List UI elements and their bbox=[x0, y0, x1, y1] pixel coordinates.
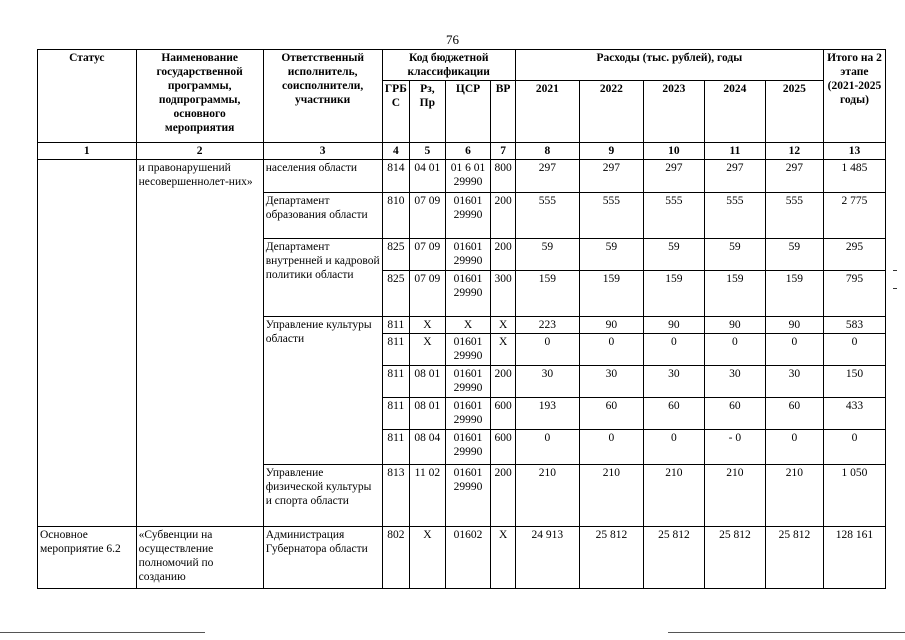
vr-cell: X bbox=[491, 527, 515, 589]
value-2025: 0 bbox=[765, 430, 823, 465]
grbs-cell: 813 bbox=[382, 465, 409, 527]
grbs-cell: 811 bbox=[382, 334, 409, 366]
rzpr-cell: X bbox=[410, 527, 446, 589]
col-number: 2 bbox=[136, 143, 263, 160]
value-2021: 159 bbox=[515, 271, 579, 317]
header-2023: 2023 bbox=[643, 81, 704, 143]
col-number: 11 bbox=[704, 143, 765, 160]
value-2023: 59 bbox=[643, 239, 704, 271]
vr-cell: 200 bbox=[491, 193, 515, 239]
vr-cell: 600 bbox=[491, 430, 515, 465]
grbs-cell: 825 bbox=[382, 271, 409, 317]
value-2022: 30 bbox=[579, 366, 643, 398]
value-2022: 297 bbox=[579, 160, 643, 193]
value-total: 0 bbox=[823, 334, 885, 366]
csr-cell: 01602 bbox=[445, 527, 491, 589]
vr-cell: 300 bbox=[491, 271, 515, 317]
status-cell: Основное мероприятие 6.2 bbox=[38, 527, 137, 589]
value-2021: 555 bbox=[515, 193, 579, 239]
header-status: Статус bbox=[38, 50, 137, 143]
value-2022: 210 bbox=[579, 465, 643, 527]
col-number: 8 bbox=[515, 143, 579, 160]
grbs-cell: 802 bbox=[382, 527, 409, 589]
value-total: 295 bbox=[823, 239, 885, 271]
responsible-cell: Департамент образования области bbox=[263, 193, 382, 239]
header-grbs: ГРБ С bbox=[382, 81, 409, 143]
value-2025: 159 bbox=[765, 271, 823, 317]
vr-cell: 600 bbox=[491, 398, 515, 430]
value-2024: 59 bbox=[704, 239, 765, 271]
csr-cell: 01601 29990 bbox=[445, 271, 491, 317]
csr-cell: X bbox=[445, 317, 491, 334]
rzpr-cell: X bbox=[410, 317, 446, 334]
csr-cell: 01 6 01 29990 bbox=[445, 160, 491, 193]
header-2024: 2024 bbox=[704, 81, 765, 143]
value-2025: 90 bbox=[765, 317, 823, 334]
responsible-cell: населения области bbox=[263, 160, 382, 193]
csr-cell: 01601 29990 bbox=[445, 193, 491, 239]
vr-cell: 800 bbox=[491, 160, 515, 193]
rzpr-cell: 08 04 bbox=[410, 430, 446, 465]
value-2023: 0 bbox=[643, 334, 704, 366]
rzpr-cell: 04 01 bbox=[410, 160, 446, 193]
value-2022: 60 bbox=[579, 398, 643, 430]
value-2021: 210 bbox=[515, 465, 579, 527]
value-2025: 555 bbox=[765, 193, 823, 239]
program-name-cell: и правонарушений несовершеннолет-них» bbox=[136, 160, 263, 527]
value-2021: 0 bbox=[515, 430, 579, 465]
grbs-cell: 811 bbox=[382, 366, 409, 398]
value-2022: 90 bbox=[579, 317, 643, 334]
status-cell bbox=[38, 160, 137, 527]
rzpr-cell: 08 01 bbox=[410, 366, 446, 398]
value-total: 1 050 bbox=[823, 465, 885, 527]
vr-cell: X bbox=[491, 317, 515, 334]
csr-cell: 01601 29990 bbox=[445, 239, 491, 271]
table-row bbox=[38, 527, 886, 589]
value-2022: 0 bbox=[579, 334, 643, 366]
value-2023: 30 bbox=[643, 366, 704, 398]
value-2025: 0 bbox=[765, 334, 823, 366]
value-total: 150 bbox=[823, 366, 885, 398]
value-2023: 0 bbox=[643, 430, 704, 465]
header-csr: ЦСР bbox=[445, 81, 491, 143]
vr-cell: 200 bbox=[491, 465, 515, 527]
value-2023: 210 bbox=[643, 465, 704, 527]
csr-cell: 01601 29990 bbox=[445, 465, 491, 527]
value-total: 583 bbox=[823, 317, 885, 334]
value-2023: 555 bbox=[643, 193, 704, 239]
responsible-cell: Департамент внутренней и кадровой политики области bbox=[263, 239, 382, 317]
header-2025: 2025 bbox=[765, 81, 823, 143]
scan-mark bbox=[893, 288, 897, 289]
value-2024: - 0 bbox=[704, 430, 765, 465]
rzpr-cell: 11 02 bbox=[410, 465, 446, 527]
value-2023: 60 bbox=[643, 398, 704, 430]
header-rzpr: Рз, Пр bbox=[410, 81, 446, 143]
value-total: 128 161 bbox=[823, 527, 885, 589]
value-2024: 555 bbox=[704, 193, 765, 239]
header-expenses: Расходы (тыс. рублей), годы bbox=[515, 50, 823, 81]
header-2021: 2021 bbox=[515, 81, 579, 143]
csr-cell: 01601 29990 bbox=[445, 398, 491, 430]
csr-cell: 01601 29990 bbox=[445, 430, 491, 465]
value-2024: 159 bbox=[704, 271, 765, 317]
header-responsible: Ответственный исполнитель, соисполнители, участники bbox=[263, 50, 382, 143]
value-2021: 297 bbox=[515, 160, 579, 193]
value-2024: 297 bbox=[704, 160, 765, 193]
rzpr-cell: 07 09 bbox=[410, 193, 446, 239]
responsible-cell: Управление культуры области bbox=[263, 317, 382, 465]
value-2024: 0 bbox=[704, 334, 765, 366]
value-2024: 25 812 bbox=[704, 527, 765, 589]
value-2021: 0 bbox=[515, 334, 579, 366]
grbs-cell: 825 bbox=[382, 239, 409, 271]
value-2021: 193 bbox=[515, 398, 579, 430]
value-2023: 159 bbox=[643, 271, 704, 317]
col-number: 1 bbox=[38, 143, 137, 160]
value-2025: 30 bbox=[765, 366, 823, 398]
header-2022: 2022 bbox=[579, 81, 643, 143]
col-number: 4 bbox=[382, 143, 409, 160]
value-2024: 90 bbox=[704, 317, 765, 334]
grbs-cell: 811 bbox=[382, 430, 409, 465]
grbs-cell: 810 bbox=[382, 193, 409, 239]
rzpr-cell: X bbox=[410, 334, 446, 366]
value-total: 433 bbox=[823, 398, 885, 430]
rzpr-cell: 08 01 bbox=[410, 398, 446, 430]
header-name: Наименование государственной программы, подпрограммы, основного мероприятия bbox=[136, 50, 263, 143]
col-number: 6 bbox=[445, 143, 491, 160]
value-2023: 90 bbox=[643, 317, 704, 334]
grbs-cell: 811 bbox=[382, 398, 409, 430]
value-total: 795 bbox=[823, 271, 885, 317]
rzpr-cell: 07 09 bbox=[410, 271, 446, 317]
value-2022: 0 bbox=[579, 430, 643, 465]
value-2022: 25 812 bbox=[579, 527, 643, 589]
value-2022: 159 bbox=[579, 271, 643, 317]
value-2021: 30 bbox=[515, 366, 579, 398]
budget-table bbox=[37, 49, 886, 589]
col-number: 5 bbox=[410, 143, 446, 160]
col-number: 13 bbox=[823, 143, 885, 160]
responsible-cell: Администрация Губернатора области bbox=[263, 527, 382, 589]
grbs-cell: 811 bbox=[382, 317, 409, 334]
value-2024: 210 bbox=[704, 465, 765, 527]
value-2021: 24 913 bbox=[515, 527, 579, 589]
scan-mark bbox=[893, 270, 897, 271]
responsible-cell: Управление физической культуры и спорта области bbox=[263, 465, 382, 527]
value-2025: 60 bbox=[765, 398, 823, 430]
rzpr-cell: 07 09 bbox=[410, 239, 446, 271]
value-2023: 25 812 bbox=[643, 527, 704, 589]
page-number: 76 bbox=[446, 32, 459, 47]
value-2021: 59 bbox=[515, 239, 579, 271]
csr-cell: 01601 29990 bbox=[445, 334, 491, 366]
value-total: 0 bbox=[823, 430, 885, 465]
csr-cell: 01601 29990 bbox=[445, 366, 491, 398]
col-number: 3 bbox=[263, 143, 382, 160]
vr-cell: 200 bbox=[491, 239, 515, 271]
value-2024: 30 bbox=[704, 366, 765, 398]
col-number: 10 bbox=[643, 143, 704, 160]
header-vr: ВР bbox=[491, 81, 515, 143]
header-budget-code: Код бюджетной классификации bbox=[382, 50, 515, 81]
header-total: Итого на 2 этапе (2021-2025 годы) bbox=[823, 50, 885, 143]
col-number: 12 bbox=[765, 143, 823, 160]
value-2025: 25 812 bbox=[765, 527, 823, 589]
col-number: 9 bbox=[579, 143, 643, 160]
value-2024: 60 bbox=[704, 398, 765, 430]
value-total: 2 775 bbox=[823, 193, 885, 239]
value-2023: 297 bbox=[643, 160, 704, 193]
table-row bbox=[38, 160, 886, 193]
value-2025: 210 bbox=[765, 465, 823, 527]
scan-edge-line bbox=[668, 632, 905, 633]
grbs-cell: 814 bbox=[382, 160, 409, 193]
value-2021: 223 bbox=[515, 317, 579, 334]
value-2025: 59 bbox=[765, 239, 823, 271]
col-number: 7 bbox=[491, 143, 515, 160]
vr-cell: 200 bbox=[491, 366, 515, 398]
value-2025: 297 bbox=[765, 160, 823, 193]
vr-cell: X bbox=[491, 334, 515, 366]
value-total: 1 485 bbox=[823, 160, 885, 193]
value-2022: 59 bbox=[579, 239, 643, 271]
program-name-cell: «Субвенции на осуществление полномочий по созданию bbox=[136, 527, 263, 589]
scan-edge-line bbox=[0, 632, 205, 633]
value-2022: 555 bbox=[579, 193, 643, 239]
